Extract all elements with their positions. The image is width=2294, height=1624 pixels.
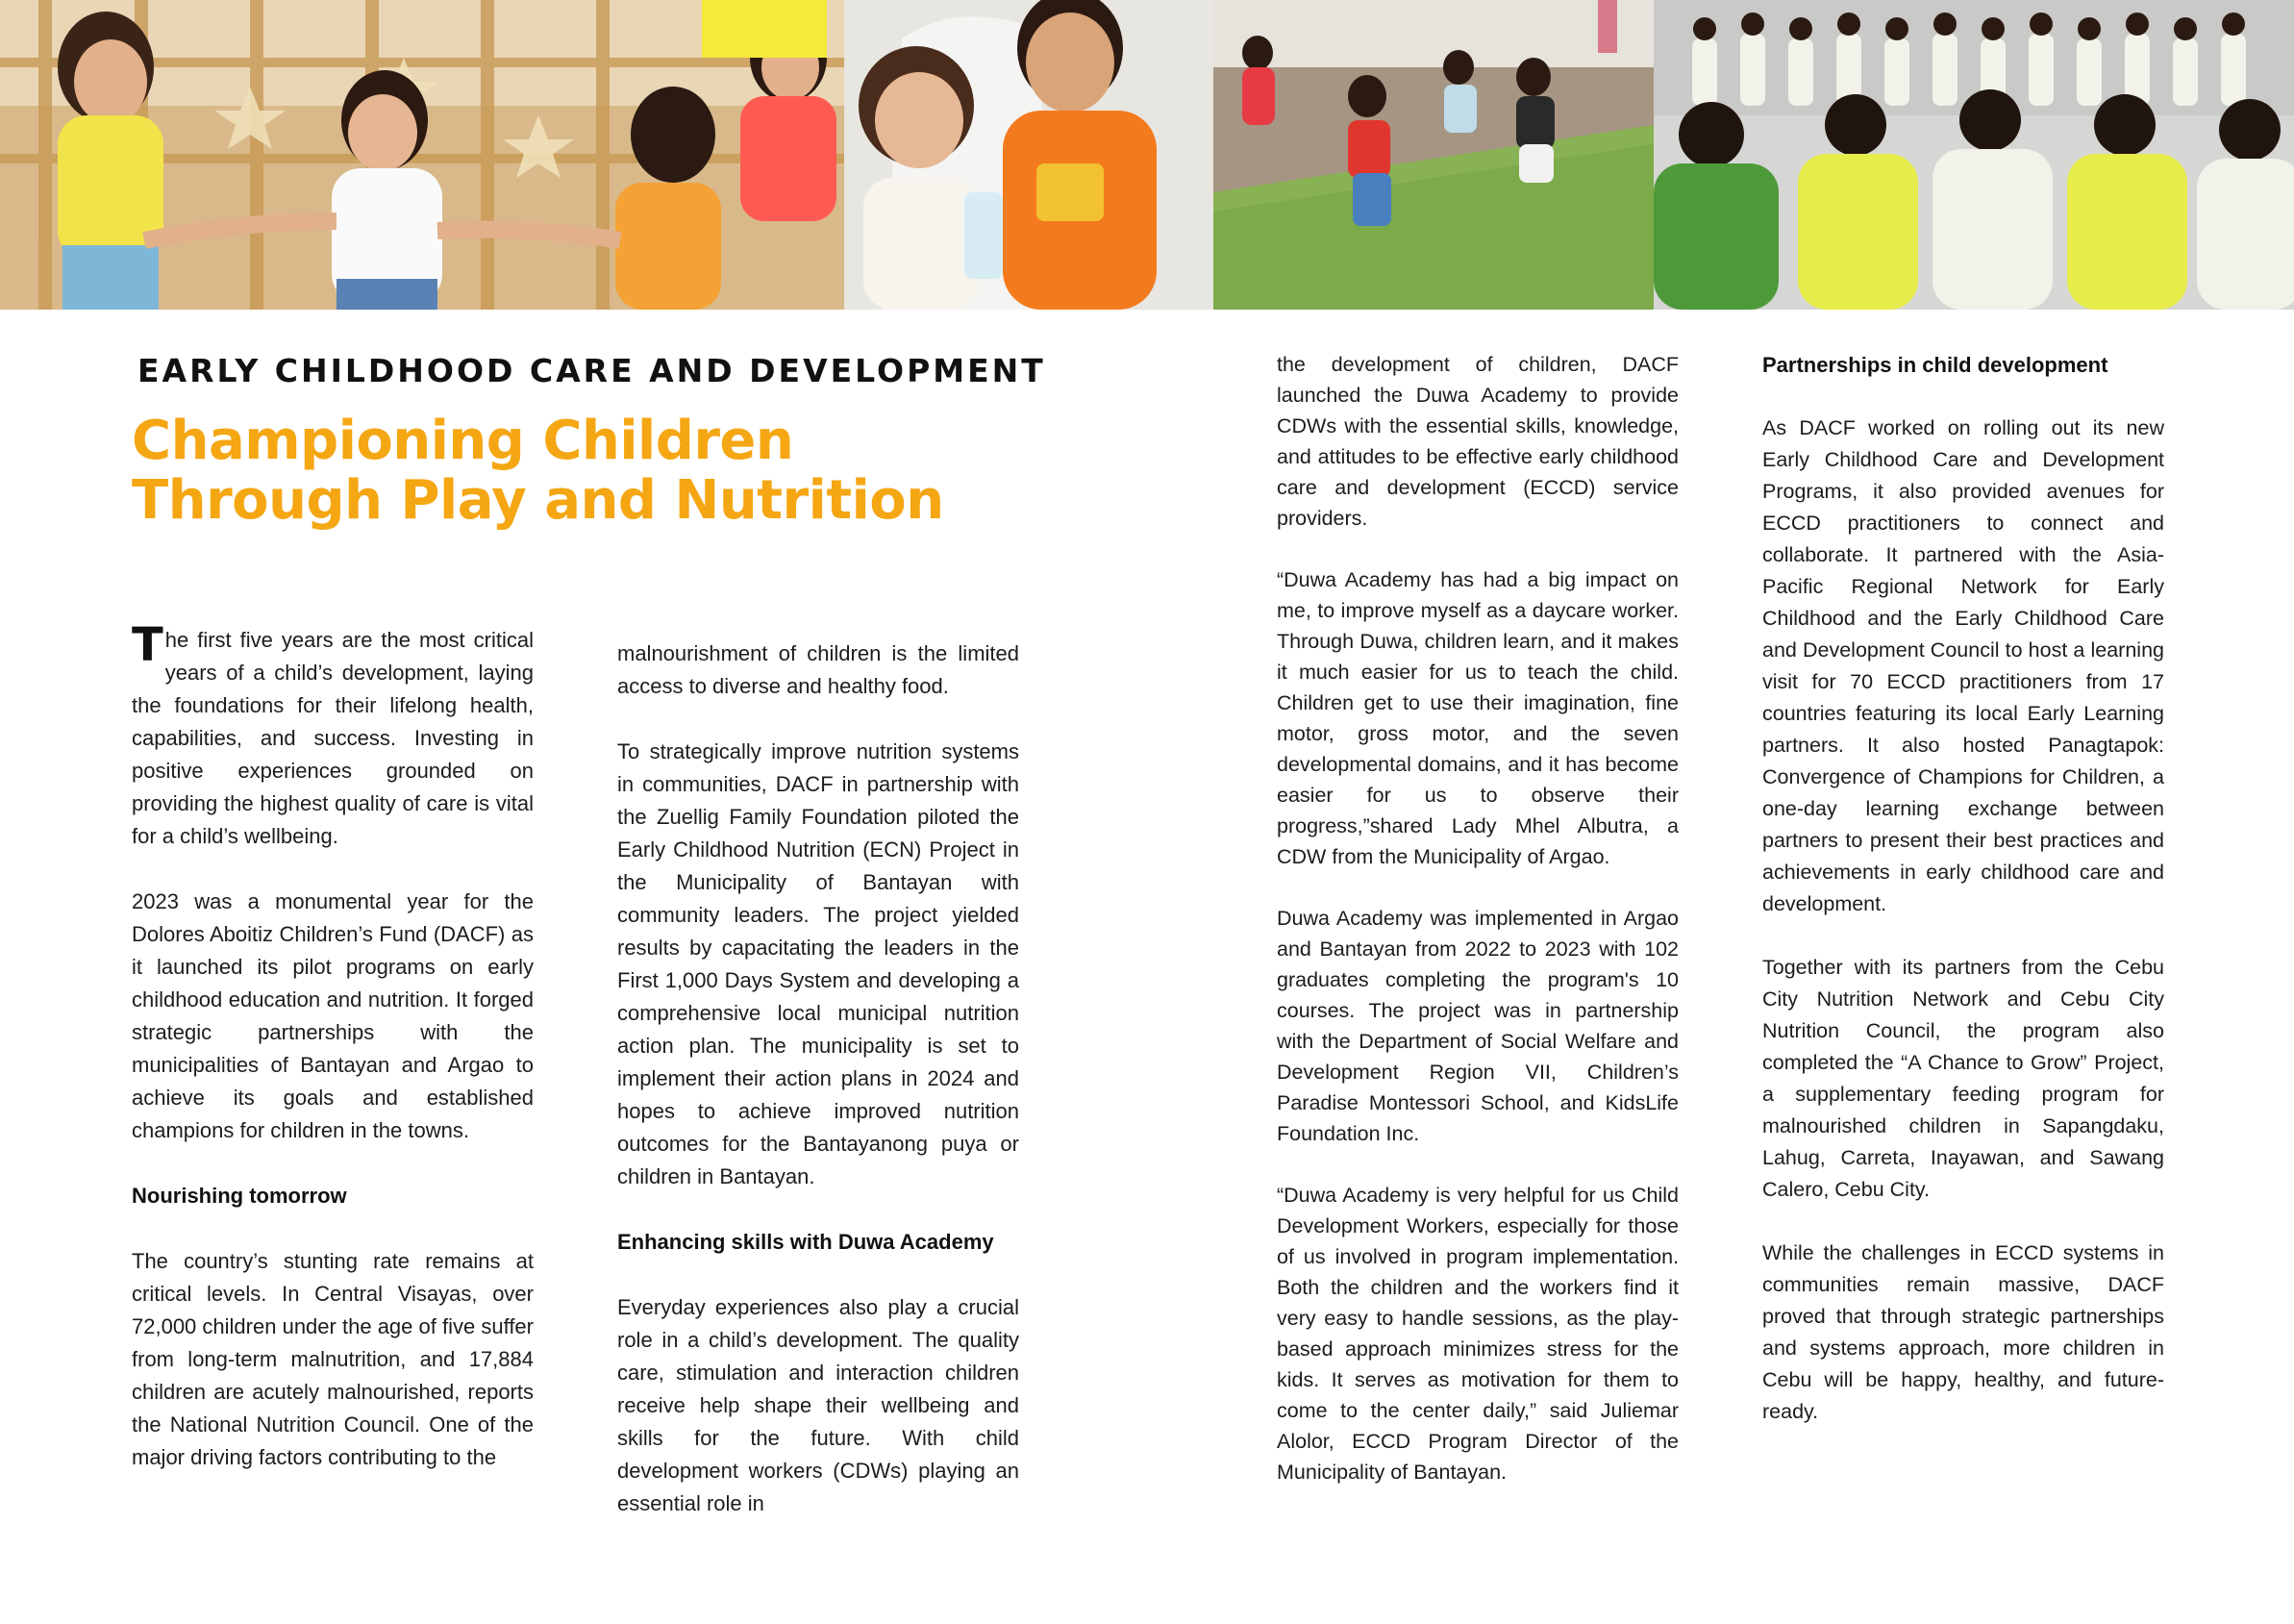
paragraph: To strategically improve nutrition systems in communities, DACF in partnership with the Zuellig Family Foundation piloted the Early Childhood Nutrition (ECN) Project in the Municipality of Bantayan with community leaders. The project yielded results by capacitating the leaders in the First 1,000 Days System and developing a comprehensive local municipal nutrition action plan. The municipality is set to implement their action plans in 2024 and hopes to achieve improved nutrition outcomes for the Bantayanong puya or children in Bantayan. [617,739,1019,1188]
quote-paragraph: “Duwa Academy has had a big impact on me, to improve myself as a daycare worker. Through Duwa, children learn, and it makes it much easier for us to teach the child. Children get to use their imagination, fine motor, gross motor, and the seven developmental domains, and it has become easier for us to observe their progress,”shared Lady Mhel Albutra, a CDW from the Municipality of Argao. [1277,568,1679,868]
text-column-2 [617,637,1019,1520]
photo-strip [0,0,2294,310]
text-column-4 [1762,349,2164,1460]
text-column-3 [1277,349,1679,1518]
subheading-partnerships: Partnerships in child development [1762,353,2108,377]
paragraph: malnourishment of children is the limited access to diverse and healthy food. [617,641,1019,698]
subheading-duwa-academy: Enhancing skills with Duwa Academy [617,1230,994,1254]
paragraph: Everyday experiences also play a crucial role in a child’s development. The quality care, stimulation and interaction children receive help shape their wellbeing and skills for the future. With child development workers (CDWs) playing an essential role in [617,1295,1019,1515]
paragraph: Duwa Academy was implemented in Argao and Bantayan from 2022 to 2023 with 102 graduates completing the program's 10 courses. The project was in partnership with the Department of Social Welfare and Development Region VII, Children’s Paradise Montessori School, and KidsLife Foundation Inc. [1277,907,1679,1145]
drop-cap: T [132,618,163,672]
paragraph: Together with its partners from the Cebu City Nutrition Network and Cebu City Nutrition Council, the program also completed the “A Chance to Grow” Project, a supplementary feeding program for malnourished children in Sapangdaku, Lahug, Carreta, Inayawan, and Sawang Calero, Cebu City. [1762,956,2164,1201]
children-holding-hands-photo [0,0,844,310]
paragraph: As DACF worked on rolling out its new Early Childhood Care and Development Programs, it also provided avenues for ECCD practitioners to connect and collaborate. It partnered with the Asia-Pacific Regional Network for Early Childhood and the Early Childhood Care and Development Council to host a learning visit for 70 ECCD practitioners from 17 countries featuring its local Early Learning partners. It also hosted Panagtapok: Convergence of Champions for Children, a one-day learning exchange between partners to present their best practices and achievements in early childhood care and development. [1762,416,2164,915]
section-label: EARLY CHILDHOOD CARE AND DEVELOPMENT [137,352,1046,389]
children-running-on-grass-photo [1213,0,1654,310]
intro-text: he first five years are the most critical years of a child’s development, laying the foundations for their lifelong health, capabilities, and success. Investing in positive experiences grounded on providing the highest quality of care is vital for a child’s wellbeing. [132,628,534,848]
paragraph: 2023 was a monumental year for the Dolores Aboitiz Children’s Fund (DACF) as it launched its pilot programs on early childhood education and nutrition. It forged strategic partnerships with the municipalities of Bantayan and Argao to achieve its goals and established champions for children in the towns. [132,889,534,1142]
paragraph: The country’s stunting rate remains at critical levels. In Central Visayas, over 72,000 children under the age of five suffer from long-term malnutrition, and 17,884 children are acutely malnourished, reports the National Nutrition Council. One of the major driving factors contributing to the [132,1249,534,1469]
paragraph: While the challenges in ECCD systems in communities remain massive, DACF proved that through strategic partnerships and systems approach, more children in Cebu will be happy, healthy, and future-ready. [1762,1241,2164,1423]
text-column-1 [132,618,534,1474]
quote-paragraph: “Duwa Academy is very helpful for us Child Development Workers, especially for those of us involved in program implementation. Both the children and the workers find it very easy to handle sessions, as the play-based approach minimizes stress for the kids. It serves as motivation for them to come to the center daily,” said Juliemar Alolor, ECCD Program Director of the Municipality of Bantayan. [1277,1184,1679,1484]
child-development-workers-circle-photo [1654,0,2294,310]
intro-paragraph [132,618,534,853]
smiling-toddlers-photo [844,0,1213,310]
title-line-1: Championing Children [132,410,794,472]
page-title [132,412,944,531]
title-line-2: Through Play and Nutrition [132,469,944,532]
subheading-nourishing-tomorrow: Nourishing tomorrow [132,1184,347,1208]
paragraph: the development of children, DACF launched the Duwa Academy to provide CDWs with the essential skills, knowledge, and attitudes to be effective early childhood care and development (ECCD) service providers. [1277,353,1679,530]
